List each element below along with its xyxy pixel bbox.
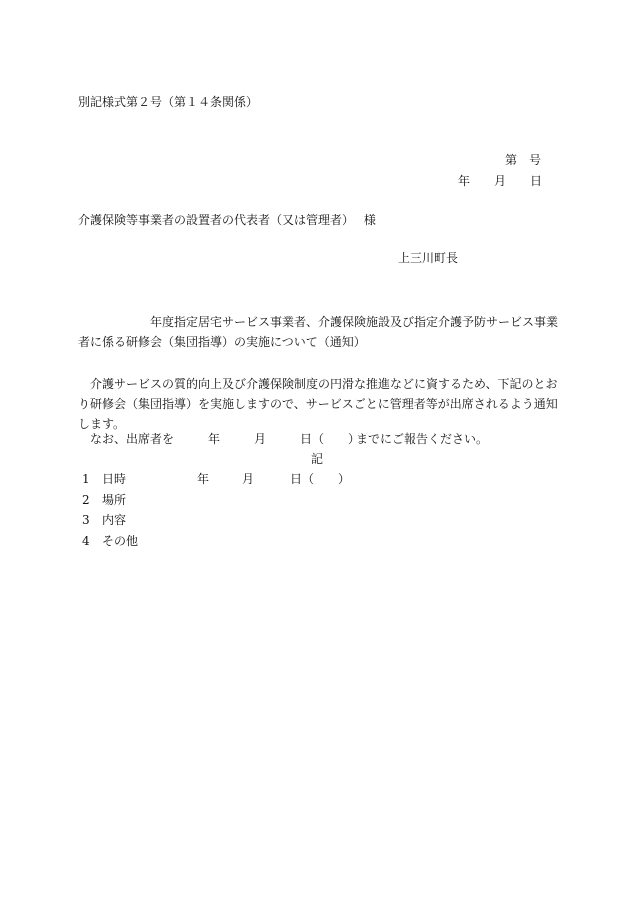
reply-year: 年 bbox=[208, 432, 221, 446]
item-year: 年 bbox=[197, 472, 210, 486]
document-date: 年 月 日 bbox=[458, 174, 543, 188]
body-text: 介護サービスの質的向上及び介護保険制度の円滑な推進などに資するため、下記のとおり研修会（集団指導）を実施しますので、サービスごとに管理者等が出席されるよう通知します。 bbox=[78, 377, 558, 431]
item-day: 日（ ） bbox=[290, 472, 351, 486]
reply-month: 月 bbox=[254, 432, 267, 446]
sender-name: 上三川町長 bbox=[398, 251, 459, 265]
ki-heading: 記 bbox=[311, 452, 324, 466]
item-label-content: 内容 bbox=[102, 513, 127, 527]
item-month: 月 bbox=[242, 472, 255, 486]
document-subject bbox=[78, 312, 558, 352]
body-paragraph bbox=[78, 374, 558, 434]
item-number: 4 bbox=[82, 534, 90, 548]
document-number: 第 号 bbox=[505, 153, 542, 167]
item-label-place: 場所 bbox=[102, 493, 127, 507]
item-number: 2 bbox=[82, 493, 90, 507]
reply-lead: なお、出席者を bbox=[90, 432, 175, 446]
item-label-other: その他 bbox=[102, 534, 139, 548]
reply-day: 日（ ） bbox=[300, 432, 361, 446]
subject-text: 年度指定居宅サービス事業者、介護保険施設及び指定介護予防サービス事業者に係る研修会（集団指導）の実施について（通知） bbox=[78, 315, 559, 349]
form-number: 別記様式第２号（第１４条関係） bbox=[78, 95, 259, 109]
addressee: 介護保険等事業者の設置者の代表者（又は管理者） 様 bbox=[78, 213, 376, 227]
item-label-datetime: 日時 bbox=[102, 472, 127, 486]
reply-tail: までにご報告ください。 bbox=[356, 432, 489, 446]
item-number: 1 bbox=[82, 472, 90, 486]
item-number: 3 bbox=[82, 513, 90, 527]
